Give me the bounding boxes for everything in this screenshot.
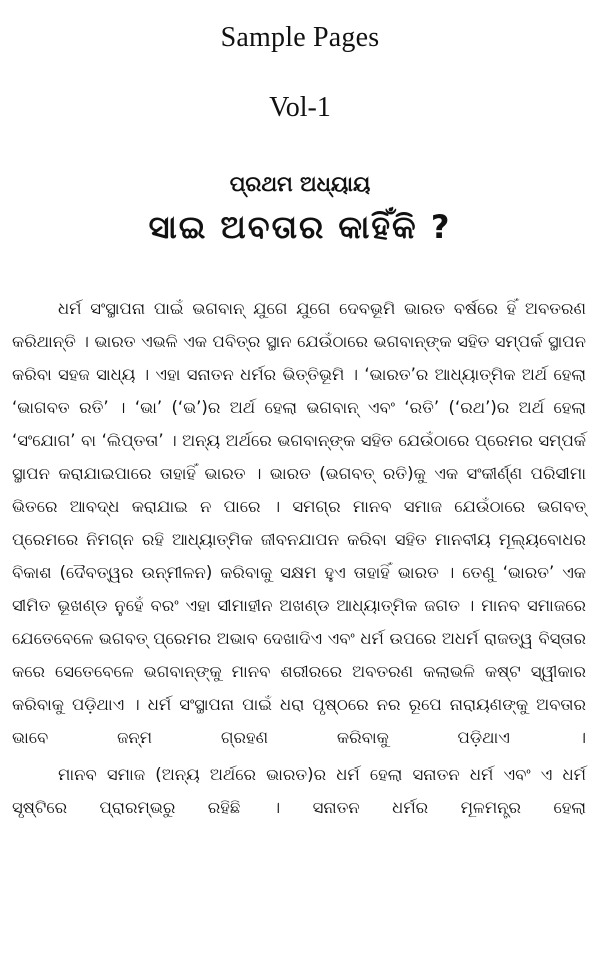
volume-label: Vol-1 [269,92,331,123]
body-text [12,292,586,824]
chapter-title: ସାଇ ଅବତାର କାହିଁକି ? [148,208,452,246]
paragraph: ଧର୍ମ ସଂସ୍ଥାପନା ପାଇଁ ଭଗବାନ୍ ଯୁଗେ ଯୁଗେ ଦେବଭୂମି ଭାରତ ବର୍ଷରେ ହିଁ ଅବତରଣ କରିଥାନ୍ତି । ଭାରତ ଏଭଳି ଏକ ପବିତ୍ର ସ୍ଥାନ ଯେଉଁଠାରେ ଭଗବାନ୍ଙ୍କ ସହିତ ସମ୍ପର୍କ ସ୍ଥାପନ କରିବା ସହଜ ସାଧ୍ୟ । ଏହା ସନାତନ ଧର୍ମର ଭିତ୍ତିଭୂମି । ‘ଭାରତ’ର ଆଧ୍ୟାତ୍ମିକ ଅର୍ଥ ହେଲା ‘ଭାଗବତ ରତି’ । ‘ଭା’ (‘ଭ’)ର ଅର୍ଥ ହେଲା ଭଗବାନ୍ ଏବଂ ‘ରତି’ (‘ରଥ’)ର ଅର୍ଥ ହେଲା ‘ସଂଯୋଗ’ ବା ‘ଲିପ୍ତତା’ । ଅନ୍ୟ ଅର୍ଥରେ ଭଗବାନ୍ଙ୍କ ସହିତ ଯେଉଁଠାରେ ପ୍ରେମର ସମ୍ପର୍କ ସ୍ଥାପନ କରାଯାଇପାରେ ତାହାହିଁ ଭାରତ । ଭାରତ (ଭଗବତ୍ ରତି)କୁ ଏକ ସଂକୀର୍ଣ୍ଣ ପରିସୀମା ଭିତରେ ଆବଦ୍ଧ କରାଯାଇ ନ ପାରେ । ସମଗ୍ର ମାନବ ସମାଜ ଯେଉଁଠାରେ ଭଗବତ୍ ପ୍ରେମରେ ନିମଗ୍ନ ରହି ଆଧ୍ୟାତ୍ମିକ ଜୀବନଯାପନ କରିବା ସହିତ ମାନବୀୟ ମୂଲ୍ୟବୋଧର ବିକାଶ (ଦୈବତ୍ୱର ଉନ୍ମୀଳନ) କରିବାକୁ ସକ୍ଷମ ହୁଏ ତାହାହିଁ ଭାରତ । ତେଣୁ ‘ଭାରତ’ ଏକ ସୀମିତ ଭୂଖଣ୍ଡ ନୁହେଁ ବରଂ ଏହା ସୀମାହୀନ ଅଖଣ୍ଡ ଆଧ୍ୟାତ୍ମିକ ଜଗତ । ମାନବ ସମାଜରେ ଯେତେବେଳେ ଭଗବତ୍ ପ୍ରେମର ଅଭାବ ଦେଖାଦିଏ ଏବଂ ଧର୍ମ ଉପରେ ଅଧର୍ମ ରାଜତ୍ୱ ବିସ୍ତାର କରେ ସେତେବେଳେ ଭଗବାନ୍ଙ୍କୁ ମାନବ ଶରୀରରେ ଅବତରଣ କଲାଭଳି କଷ୍ଟ ସ୍ୱୀକାର କରିବାକୁ ପଡ଼ିଥାଏ । ଧର୍ମ ସଂସ୍ଥାପନା ପାଇଁ ଧରା ପୃଷ୍ଠରେ ନର ରୂପେ ନାରାୟଣଙ୍କୁ ଅବତାର ଭାବେ ଜନ୍ମ ଗ୍ରହଣ କରିବାକୁ ପଡ଼ିଥାଏ । [12,299,586,747]
chapter-label: ପ୍ରଥମ ଅଧ୍ୟାୟ [229,172,371,196]
page-header-title: Sample Pages [220,22,380,53]
paragraph: ମାନବ ସମାଜ (ଅନ୍ୟ ଅର୍ଥରେ ଭାରତ)ର ଧର୍ମ ହେଲା ସନାତନ ଧର୍ମ ଏବଂ ଏ ଧର୍ମ ସୃଷ୍ଟିରେ ପ୍ରାରମ୍ଭରୁ ରହିଛି । ସନାତନ ଧର୍ମର ମୂଳମନ୍ତ୍ର ହେଲା [12,765,586,817]
